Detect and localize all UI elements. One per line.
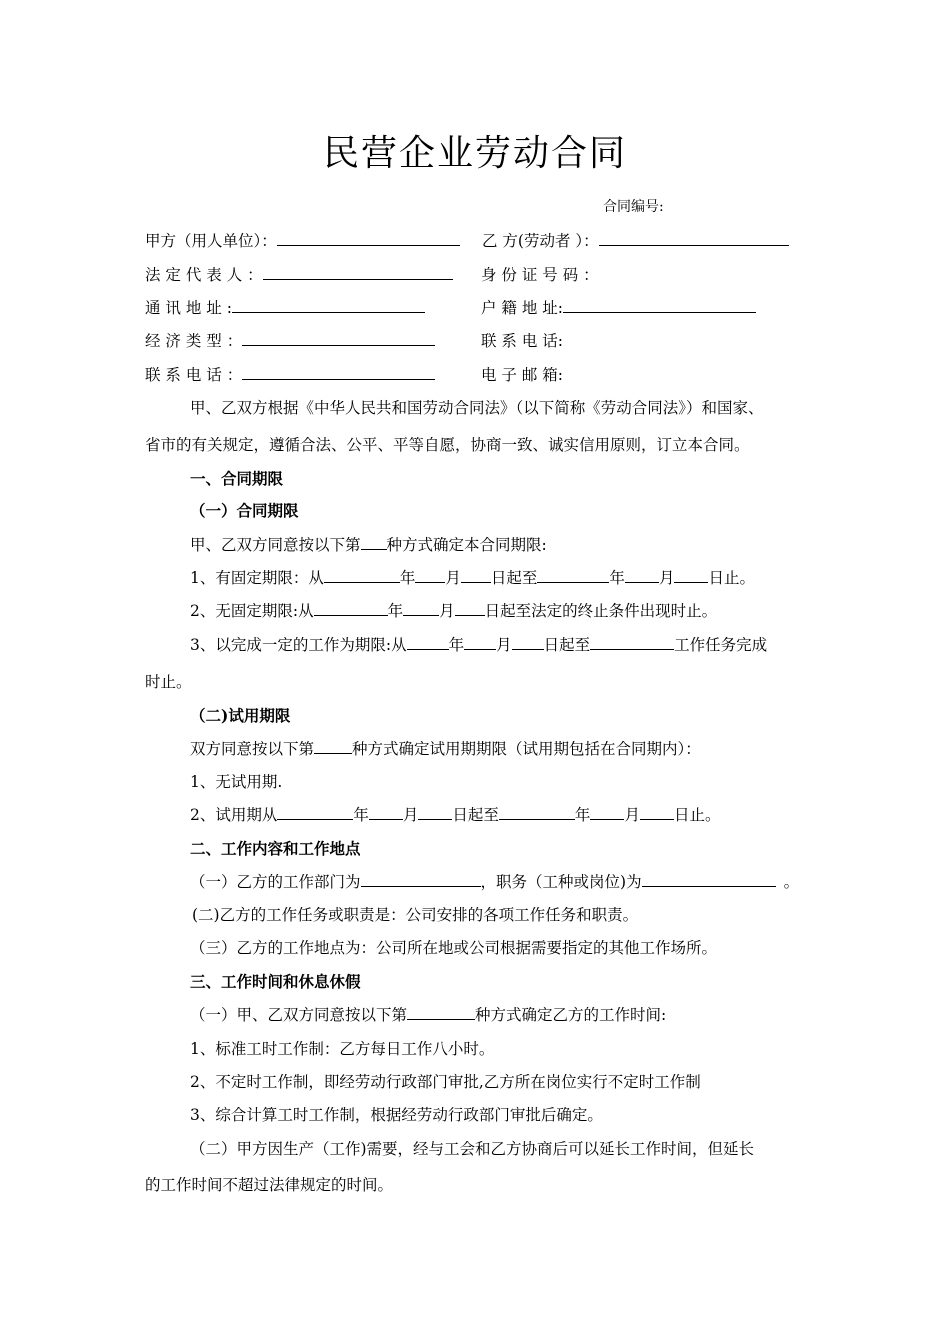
day-end-word: 日止。 [673, 806, 721, 824]
household-row [481, 297, 756, 319]
term-choice-prefix: 甲、乙双方同意按以下第 [190, 536, 361, 554]
trial-choice-row [190, 738, 701, 760]
year-word: 年 [353, 806, 369, 824]
fixed-end-year-blank[interactable] [537, 568, 609, 583]
open-term-label: 2、无固定期限:从 [190, 602, 314, 620]
task-start-day-blank[interactable] [512, 635, 544, 650]
phone-a-blank[interactable] [242, 365, 435, 380]
task-term-wrap: 时止。 [145, 673, 192, 691]
trial-end-year-blank[interactable] [499, 805, 575, 820]
section-1-heading: 一、合同期限 [190, 469, 284, 488]
task-start-month-blank[interactable] [464, 635, 496, 650]
trial-start-day-blank[interactable] [418, 805, 452, 820]
term-choice-suffix: 种方式确定本合同期限: [386, 536, 547, 554]
open-term-row [190, 600, 717, 622]
task-term-row [190, 634, 767, 656]
task-term-label: 3、以完成一定的工作为期限:从 [190, 636, 407, 654]
trial-choice-suffix: 种方式确定试用期期限（试用期包括在合同期内）： [352, 740, 701, 758]
overtime-line-2: 的工作时间不超过法律规定的时间。 [145, 1176, 394, 1194]
party-b-row [482, 230, 789, 252]
phone-a-label: 联 系 电 话 ： [145, 366, 243, 384]
task-term-end: 工作任务完成 [674, 636, 768, 654]
position-label: ，职务（工种或岗位)为 [480, 873, 642, 891]
task-name-blank[interactable] [590, 635, 674, 650]
trial-start-year-blank[interactable] [277, 805, 353, 820]
open-start-year-blank[interactable] [314, 601, 388, 616]
page-title: 民营企业劳动合同 [322, 133, 627, 174]
month-word: 月 [402, 806, 419, 824]
fixed-start-day-blank[interactable] [461, 568, 491, 583]
phone-a-row [145, 364, 435, 386]
household-blank[interactable] [563, 298, 756, 313]
comprehensive-hours-item: 3、综合计算工时工作制，根据经劳动行政部门审批后确定。 [190, 1106, 603, 1124]
hours-choice-blank[interactable] [407, 1005, 475, 1020]
intro-line-1: 甲、乙双方根据《中华人民共和国劳动合同法》（以下简称《劳动合同法》）和国家、 [190, 399, 764, 417]
fixed-end-day-blank[interactable] [674, 568, 708, 583]
day-from-word: 日起至 [490, 569, 538, 587]
term-choice-blank[interactable] [361, 535, 387, 550]
month-word: 月 [439, 602, 455, 620]
task-term-mid: 日起至 [543, 636, 591, 654]
id-no-label: 身 份 证 号 码 ： [481, 266, 599, 284]
open-start-day-blank[interactable] [455, 601, 485, 616]
year-word: 年 [609, 569, 625, 587]
trial-end-month-blank[interactable] [590, 805, 624, 820]
party-a-row [145, 230, 460, 252]
trial-end-day-blank[interactable] [640, 805, 674, 820]
address-blank[interactable] [232, 298, 425, 313]
econ-type-label: 经 济 类 型 ： [145, 332, 243, 350]
dept-blank[interactable] [361, 872, 481, 887]
workplace-line: （三）乙方的工作地点为：公司所在地或公司根据需要指定的其他工作场所。 [190, 939, 718, 957]
legal-rep-blank[interactable] [263, 265, 453, 280]
section-2-heading: 二、工作内容和工作地点 [190, 839, 361, 858]
trial-period-label: 2、试用期从 [190, 806, 278, 824]
fixed-start-year-blank[interactable] [324, 568, 400, 583]
term-choice-row [190, 534, 547, 556]
fixed-term-label: 1、有固定期限：从 [190, 569, 324, 587]
trial-period-row [190, 804, 720, 826]
party-a-label: 甲方（用人单位）： [145, 232, 277, 250]
duties-line: (二)乙方的工作任务或职责是：公司安排的各项工作任务和职责。 [192, 906, 639, 924]
hours-choice-prefix: （一）甲、乙双方同意按以下第 [190, 1006, 408, 1024]
party-b-label: 乙 方(劳动者 ）： [482, 232, 599, 250]
legal-rep-row [145, 264, 453, 286]
dept-position-end: 。 [783, 873, 800, 891]
trial-choice-prefix: 双方同意按以下第 [190, 740, 315, 758]
day-end-word: 日止。 [708, 569, 755, 587]
party-a-blank[interactable] [277, 231, 460, 246]
month-word: 月 [496, 636, 512, 654]
year-word: 年 [387, 602, 404, 620]
email-label: 电 子 邮 箱: [481, 366, 564, 384]
hours-choice-suffix: 种方式确定乙方的工作时间: [475, 1006, 667, 1024]
trial-choice-blank[interactable] [314, 739, 352, 754]
flexible-hours-item: 2、不定时工作制，即经劳动行政部门审批,乙方所在岗位实行不定时工作制 [190, 1073, 701, 1091]
position-blank[interactable] [642, 872, 776, 887]
fixed-term-row [190, 567, 755, 589]
address-label: 通 讯 地 址 : [145, 299, 232, 317]
year-word: 年 [399, 569, 416, 587]
dept-position-row [190, 871, 799, 893]
household-label: 户 籍 地 址: [481, 299, 564, 317]
section-1-sub2: （二)试用期限 [190, 706, 291, 725]
month-word: 月 [624, 806, 640, 824]
hours-choice-row [190, 1004, 666, 1026]
year-word: 年 [448, 636, 465, 654]
intro-line-2: 省市的有关规定，遵循合法、公平、平等自愿，协商一致、诚实信用原则，订立本合同。 [145, 436, 750, 454]
phone-b-label: 联 系 电 话: [481, 332, 564, 350]
year-word: 年 [574, 806, 591, 824]
open-start-month-blank[interactable] [403, 601, 439, 616]
fixed-start-month-blank[interactable] [415, 568, 445, 583]
fixed-end-month-blank[interactable] [625, 568, 659, 583]
overtime-line-1: （二）甲方因生产（工作)需要，经与工会和乙方协商后可以延长工作时间，但延长 [190, 1140, 755, 1158]
open-term-end: 日起至法定的终止条件出现时止。 [484, 602, 718, 620]
dept-label: （一）乙方的工作部门为 [190, 873, 361, 891]
legal-rep-label: 法 定 代 表 人 ： [145, 266, 263, 284]
section-3-heading: 三、工作时间和休息休假 [190, 972, 361, 991]
trial-start-month-blank[interactable] [369, 805, 403, 820]
party-b-blank[interactable] [599, 231, 789, 246]
address-row [145, 297, 425, 319]
no-trial-item: 1、无试用期. [190, 773, 283, 791]
econ-type-row [145, 330, 435, 352]
month-word: 月 [658, 569, 675, 587]
day-from-word: 日起至 [452, 806, 499, 824]
econ-type-blank[interactable] [242, 331, 435, 346]
section-1-sub1: （一）合同期限 [190, 501, 299, 520]
standard-hours-item: 1、标准工时工作制：乙方每日工作八小时。 [190, 1040, 495, 1058]
task-start-year-blank[interactable] [407, 635, 449, 650]
month-word: 月 [445, 569, 461, 587]
contract-number-label: 合同编号: [603, 199, 664, 215]
